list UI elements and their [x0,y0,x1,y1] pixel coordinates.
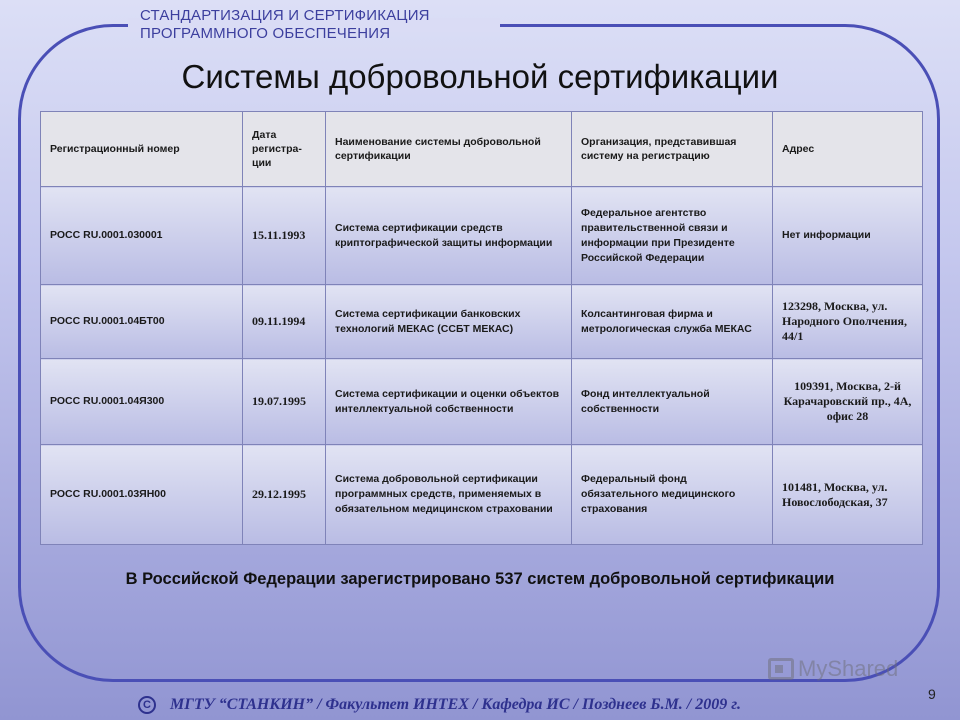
cell-date: 19.07.1995 [243,359,326,445]
cell-reg-number: РОСС RU.0001.03ЯН00 [41,445,243,545]
cell-date: 29.12.1995 [243,445,326,545]
header-organization: Организация, представившая систему на регистрацию [572,112,773,187]
cell-reg-number: РОСС RU.0001.030001 [41,187,243,285]
header-line-2: ПРОГРАММНОГО ОБЕСПЕЧЕНИЯ [140,25,391,42]
cell-organization: Федеральное агентство правительственной связи и информации при Президенте Российской Федерации [572,187,773,285]
cell-address: 101481, Москва, ул. Новослободская, 37 [773,445,923,545]
header-line-1: СТАНДАРТИЗАЦИЯ И СЕРТИФИКАЦИЯ [140,7,430,24]
presentation-icon [768,658,794,680]
cell-address: Нет информации [773,187,923,285]
footer [138,693,741,717]
copyright-icon: С [138,696,156,714]
cell-system-name: Система сертификации средств криптографической защиты информации [326,187,572,285]
cell-system-name: Система добровольной сертификации программных средств, применяемых в обязательном медицинском страховании [326,445,572,545]
cell-organization: Фонд интеллектуальной собственности [572,359,773,445]
cell-address: 109391, Москва, 2-й Карачаровский пр., 4А, офис 28 [773,359,923,445]
slide-header [140,7,430,43]
watermark [768,656,898,682]
cell-date: 09.11.1994 [243,285,326,359]
table-row [41,445,923,545]
table-row [41,359,923,445]
slide-title: Системы добровольной сертификации [181,58,779,95]
cell-date: 15.11.1993 [243,187,326,285]
table-header-row [41,112,923,187]
certification-table [40,111,923,545]
cell-system-name: Система сертификации банковских технологий МЕКАС (ССБТ МЕКАС) [326,285,572,359]
cell-reg-number: РОСС RU.0001.04Я300 [41,359,243,445]
footer-text: МГТУ “СТАНКИН” / Факультет ИНТЕХ / Кафедра ИС / Позднеев Б.М. / 2009 г. [170,696,741,713]
page-number: 9 [928,686,936,702]
cell-organization: Колсантинговая фирма и метрологическая служба МЕКАС [572,285,773,359]
cell-reg-number: РОСС RU.0001.04БТ00 [41,285,243,359]
header-system-name: Наименование системы добровольной сертификации [326,112,572,187]
header-reg-number: Регистрационный номер [41,112,243,187]
table-row [41,187,923,285]
header-address: Адрес [773,112,923,187]
cell-system-name: Система сертификации и оценки объектов интеллектуальной собственности [326,359,572,445]
header-date: Дата регистра-ции [243,112,326,187]
cell-address: 123298, Москва, ул. Народного Ополчения, 44/1 [773,285,923,359]
table-row [41,285,923,359]
summary-text: В Российской Федерации зарегистрировано 537 систем добровольной сертификации [125,570,835,588]
watermark-text: MyShared [798,656,899,681]
cell-organization: Федеральный фонд обязательного медицинского страхования [572,445,773,545]
